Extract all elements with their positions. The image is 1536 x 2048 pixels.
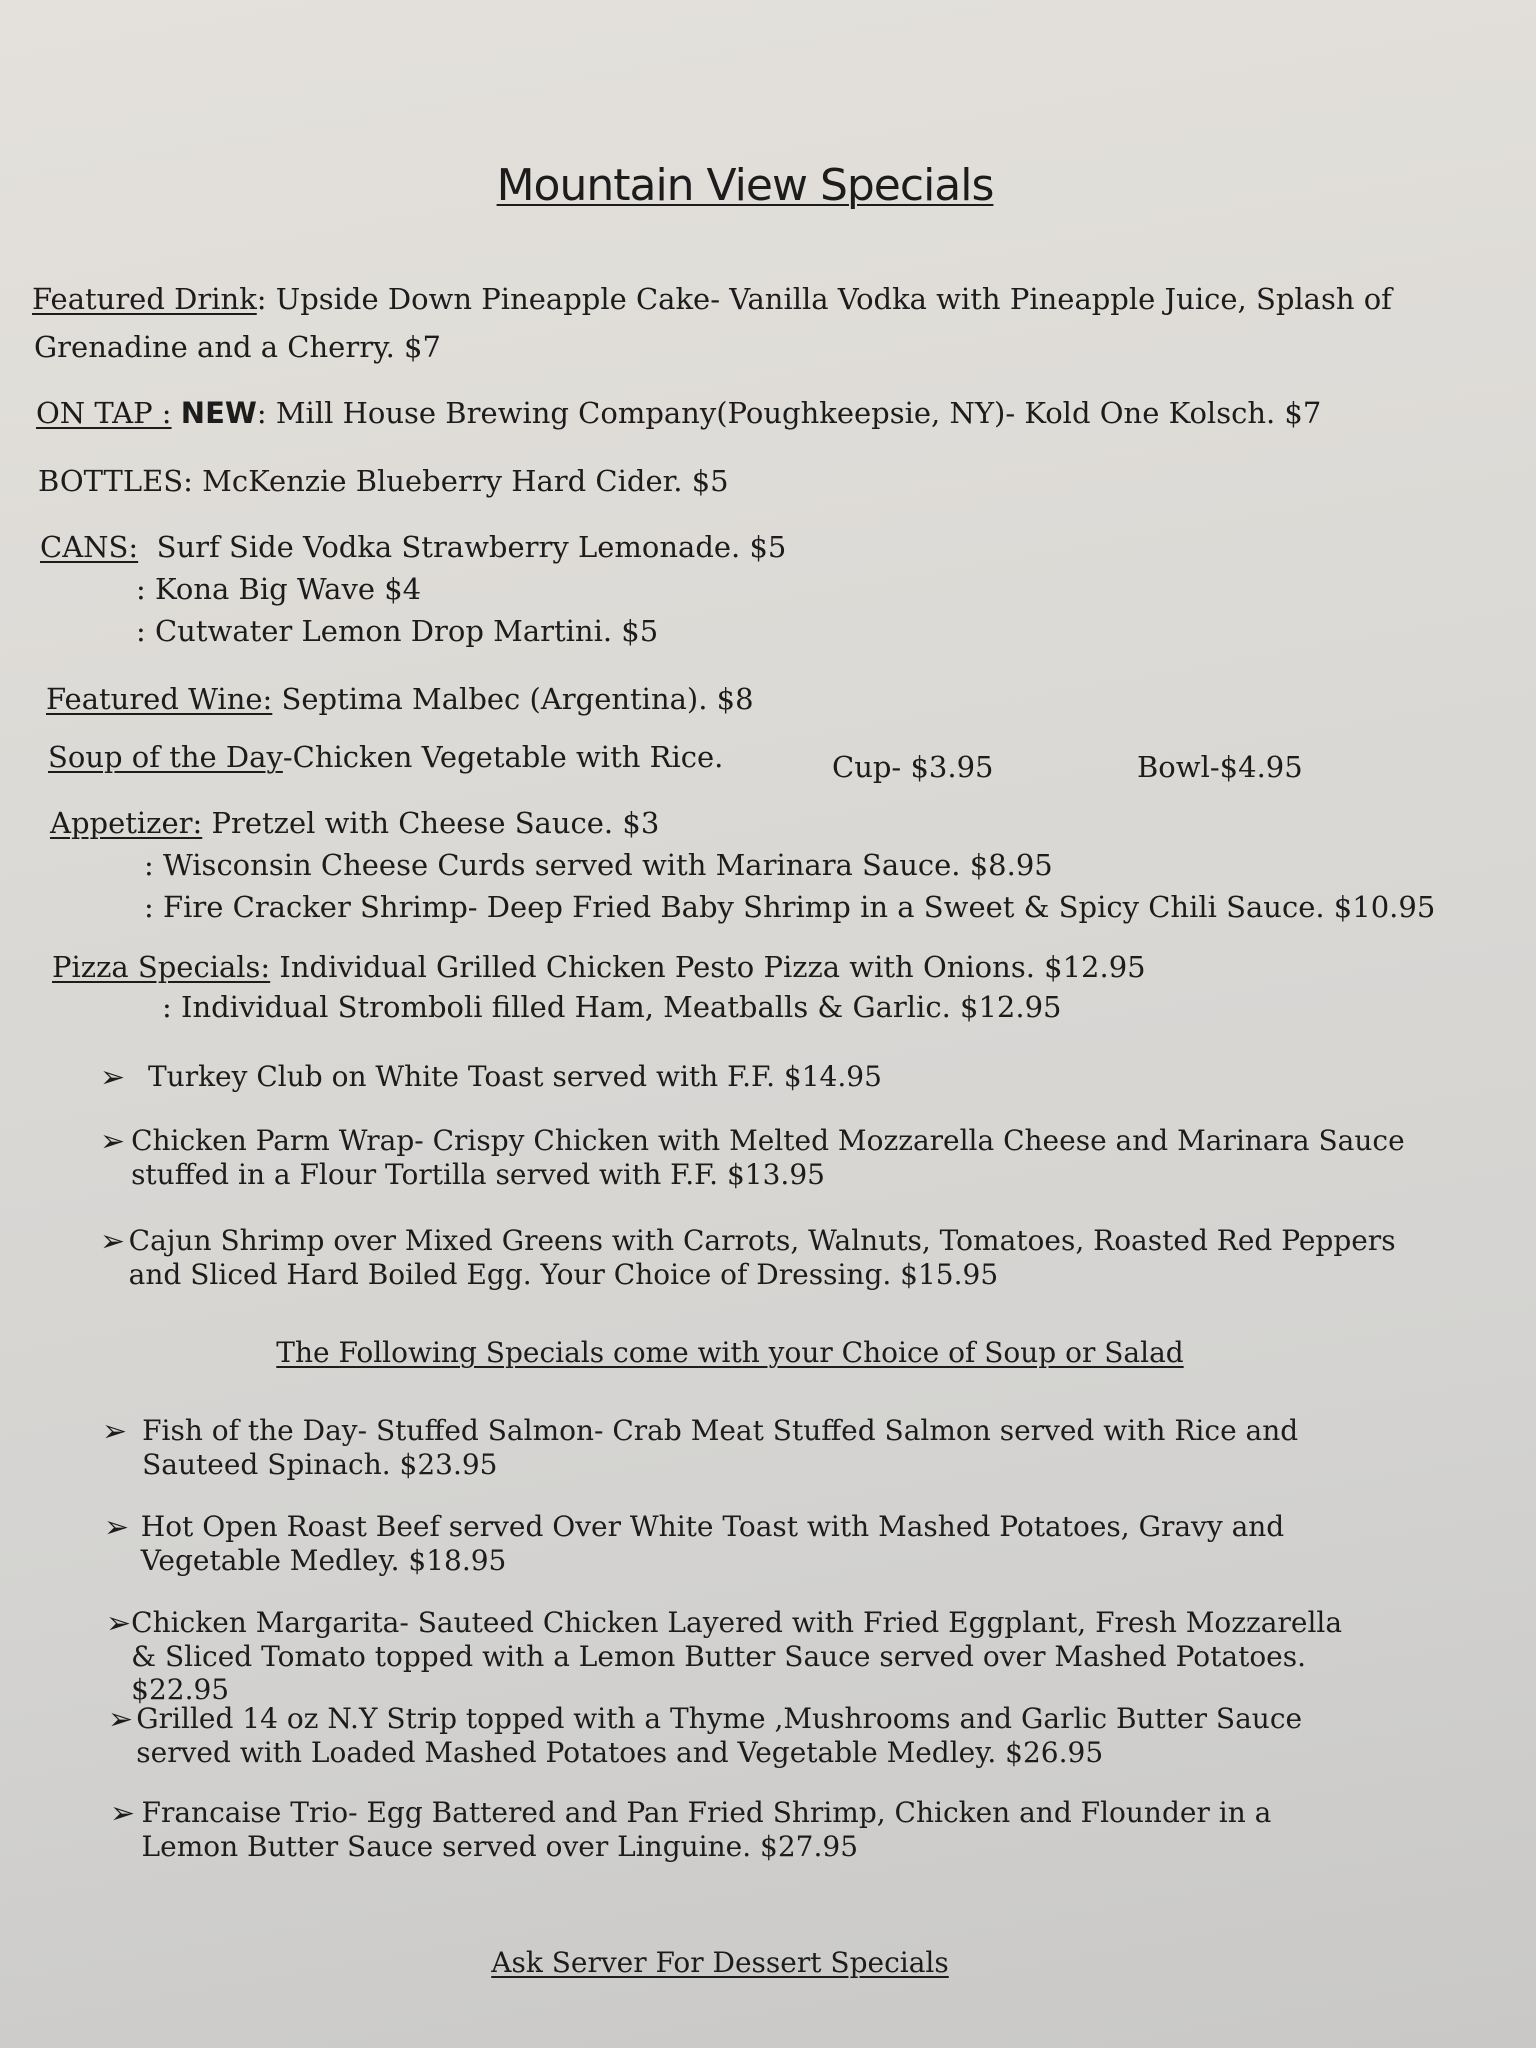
- new-label: NEW: [180, 396, 257, 430]
- soup-bowl-price: Bowl-$4.95: [1137, 750, 1303, 784]
- soup-text: -Chicken Vegetable with Rice.: [282, 740, 724, 774]
- entree-item-text: Grilled 14 oz N.Y Strip topped with a Thyme ,Mushrooms and Garlic Butter Sauce served with Loaded Mashed Potatoes and Vegetable Medley. $26.95: [136, 1702, 1303, 1769]
- page-title: Mountain View Specials: [496, 160, 994, 211]
- featured-drink-label: Featured Drink: [32, 282, 257, 316]
- arrow-bullet-icon: ➢: [100, 1124, 126, 1159]
- soup-salad-note: The Following Specials come with your Choice of Soup or Salad: [276, 1336, 1184, 1369]
- cans-item2: : Kona Big Wave $4: [136, 572, 422, 606]
- entree-item-text: Hot Open Roast Beef served Over White Toast with Mashed Potatoes, Gravy and Vegetable Medley. $18.95: [140, 1510, 1285, 1577]
- bottles-line: BOTTLES: McKenzie Blueberry Hard Cider. $5: [38, 464, 729, 498]
- list-item: [100, 1224, 1410, 1291]
- on-tap-line: [36, 394, 1321, 433]
- appetizer-line1: [50, 804, 659, 843]
- featured-drink-line1: [32, 280, 1392, 319]
- arrow-bullet-icon: ➢: [100, 1060, 126, 1095]
- arrow-bullet-icon: ➢: [110, 1796, 136, 1831]
- arrow-bullet-icon: ➢: [108, 1702, 134, 1737]
- appetizer-item1: Pretzel with Cheese Sauce. $3: [211, 806, 660, 840]
- arrow-bullet-icon: ➢: [102, 1414, 128, 1449]
- list-item: [108, 1702, 1398, 1769]
- entree-item-text: Francaise Trio- Egg Battered and Pan Fried Shrimp, Chicken and Flounder in a Lemon Butter Sauce served over Linguine. $27.95: [141, 1796, 1272, 1863]
- list-item: [104, 1510, 1304, 1577]
- featured-drink-text: : Upside Down Pineapple Cake- Vanilla Vodka with Pineapple Juice, Splash of: [256, 282, 1392, 316]
- soup-line: [48, 738, 723, 777]
- arrow-bullet-icon: ➢: [104, 1510, 130, 1545]
- featured-wine-label: Featured Wine:: [46, 682, 273, 716]
- entree-item-text: Fish of the Day- Stuffed Salmon- Crab Meat Stuffed Salmon served with Rice and Sauteed Spinach. $23.95: [142, 1414, 1299, 1481]
- list-item: [106, 1606, 1356, 1707]
- on-tap-label: ON TAP :: [36, 396, 172, 430]
- arrow-bullet-icon: ➢: [106, 1606, 132, 1641]
- featured-wine-line: [46, 680, 754, 719]
- list-item: [100, 1124, 1410, 1191]
- pizza-item1: Individual Grilled Chicken Pesto Pizza with Onions. $12.95: [279, 950, 1146, 984]
- featured-drink-line2: Grenadine and a Cherry. $7: [34, 330, 441, 364]
- soup-label: Soup of the Day: [48, 740, 283, 774]
- on-tap-text: : Mill House Brewing Company(Poughkeepsie, NY)- Kold One Kolsch. $7: [256, 396, 1322, 430]
- pizza-line1: [52, 948, 1146, 987]
- dessert-note: Ask Server For Dessert Specials: [491, 1946, 949, 1979]
- special-item-text: Chicken Parm Wrap- Crispy Chicken with Melted Mozzarella Cheese and Marinara Sauce stuffed in a Flour Tortilla served with F.F. $13.95: [131, 1124, 1405, 1191]
- appetizer-item2: : Wisconsin Cheese Curds served with Marinara Sauce. $8.95: [144, 848, 1053, 882]
- entree-item-text: Chicken Margarita- Sauteed Chicken Layered with Fried Eggplant, Fresh Mozzarella & Sliced Tomato topped with a Lemon Butter Sauce served over Mashed Potatoes. $22.95: [131, 1606, 1343, 1707]
- list-item: [100, 1060, 1410, 1096]
- cans-label: CANS:: [40, 530, 139, 564]
- appetizer-label: Appetizer:: [50, 806, 203, 840]
- featured-wine-text: Septima Malbec (Argentina). $8: [281, 682, 754, 716]
- special-item-text: Cajun Shrimp over Mixed Greens with Carrots, Walnuts, Tomatoes, Roasted Red Peppers and Sliced Hard Boiled Egg. Your Choice of Dressing. $15.95: [128, 1224, 1396, 1291]
- cans-line1: [40, 528, 786, 567]
- list-item: [102, 1414, 1412, 1481]
- cans-item1: Surf Side Vodka Strawberry Lemonade. $5: [156, 530, 787, 564]
- soup-cup-price: Cup- $3.95: [832, 750, 994, 784]
- list-item: [110, 1796, 1360, 1863]
- cans-item3: : Cutwater Lemon Drop Martini. $5: [136, 614, 659, 648]
- pizza-item2: : Individual Stromboli filled Ham, Meatballs & Garlic. $12.95: [162, 990, 1062, 1024]
- arrow-bullet-icon: ➢: [100, 1224, 126, 1259]
- special-item-text: Turkey Club on White Toast served with F.F. $14.95: [148, 1060, 882, 1093]
- appetizer-item3: : Fire Cracker Shrimp- Deep Fried Baby Shrimp in a Sweet & Spicy Chili Sauce. $10.95: [144, 890, 1436, 924]
- pizza-label: Pizza Specials:: [52, 950, 271, 984]
